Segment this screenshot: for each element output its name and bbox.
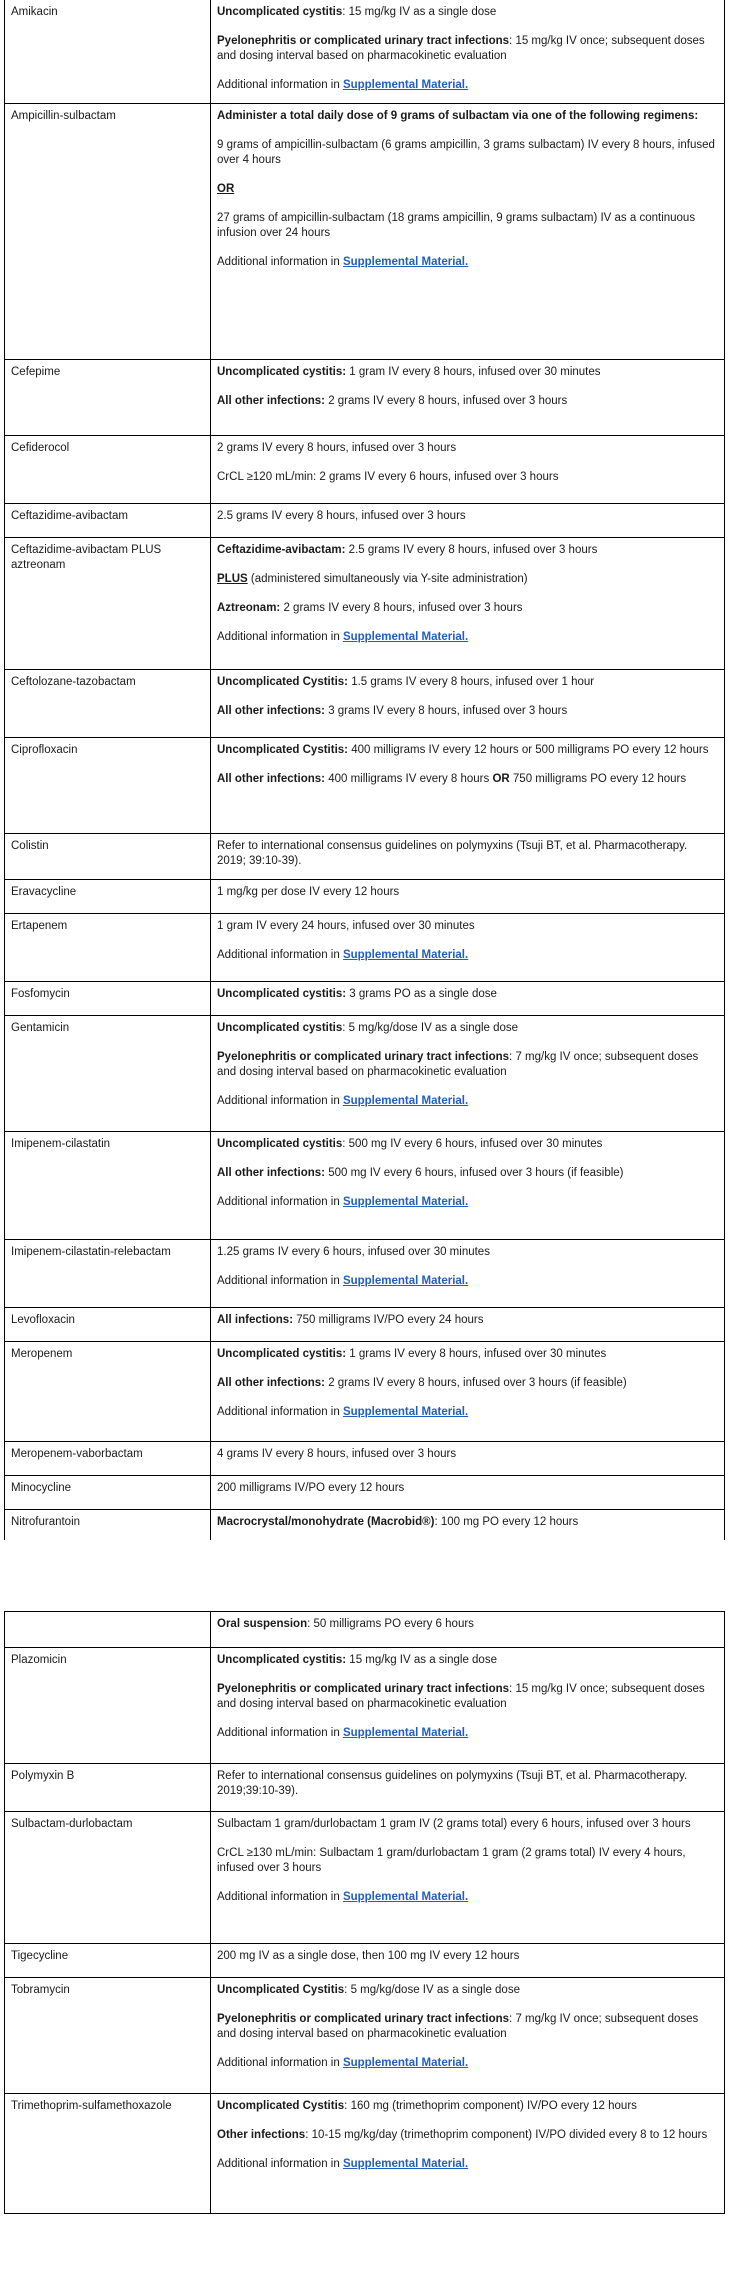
drug-name-cell: Ceftazidime-avibactam xyxy=(5,504,211,538)
dosing-cell xyxy=(211,1648,725,1764)
dosing-label: Pyelonephritis or complicated urinary tract infections xyxy=(217,1683,510,1695)
supplemental-material-link[interactable]: Supplemental Material. xyxy=(342,631,469,643)
supplemental-material-link[interactable]: Supplemental Material. xyxy=(342,949,469,961)
table-row xyxy=(5,1016,725,1132)
dosing-line: 200 mg IV as a single dose, then 100 mg IV every 12 hours xyxy=(217,1950,520,1962)
dosing-line: Uncomplicated cystitis: 1 grams IV every 8 hours, infused over 30 minutes xyxy=(217,1348,607,1360)
dosing-line: Additional information in Supplemental Material. xyxy=(217,1406,469,1418)
dosing-line: All other infections: 400 milligrams IV every 8 hours OR 750 milligrams PO every 12 hours xyxy=(217,773,687,785)
dosing-cell xyxy=(211,738,725,834)
dosing-cell xyxy=(211,1308,725,1342)
drug-name-cell: Polymyxin B xyxy=(5,1764,211,1812)
dosing-label: Administer a total daily dose of 9 grams of sulbactam via one of the following regimens: xyxy=(217,110,699,122)
dosing-cell xyxy=(211,2094,725,2214)
drug-name-cell: Minocycline xyxy=(5,1476,211,1510)
dosing-line: Uncomplicated cystitis: 3 grams PO as a single dose xyxy=(217,988,497,1000)
table-row xyxy=(5,914,725,982)
drug-name-cell: Tigecycline xyxy=(5,1944,211,1978)
drug-name-cell: Eravacycline xyxy=(5,880,211,914)
dosing-cell xyxy=(211,1016,725,1132)
dosing-label: Uncomplicated cystitis: xyxy=(217,988,347,1000)
dosing-cell xyxy=(211,1812,725,1944)
table-row xyxy=(5,1812,725,1944)
drug-name-cell: Sulbactam-durlobactam xyxy=(5,1812,211,1944)
dosing-line: Pyelonephritis or complicated urinary tract infections: 15 mg/kg IV once; subsequent doses and dosing interval based on pharmacokinetic evaluation xyxy=(217,1683,705,1710)
dosing-label: Uncomplicated cystitis xyxy=(217,6,343,18)
dosing-cell xyxy=(211,670,725,738)
dosing-line: Additional information in Supplemental Material. xyxy=(217,631,469,643)
dosing-line: 1.25 grams IV every 6 hours, infused over 30 minutes xyxy=(217,1246,490,1258)
dosing-line: Additional information in Supplemental Material. xyxy=(217,2158,469,2170)
drug-name-cell: Ceftolozane-tazobactam xyxy=(5,670,211,738)
dosing-line: Refer to international consensus guidelines on polymyxins (Tsuji BT, et al. Pharmacotherapy. 2019; 39:10-39). xyxy=(217,840,688,867)
table-row xyxy=(5,880,725,914)
dosing-line: Additional information in Supplemental Material. xyxy=(217,1727,469,1739)
dosing-cell xyxy=(211,1342,725,1442)
dosing-label: Macrocrystal/monohydrate (Macrobid®) xyxy=(217,1516,435,1528)
drug-name-cell xyxy=(5,1612,211,1648)
dosing-line: All other infections: 500 mg IV every 6 hours, infused over 3 hours (if feasible) xyxy=(217,1167,624,1179)
supplemental-material-link[interactable]: Supplemental Material. xyxy=(342,2057,469,2069)
supplemental-material-link[interactable]: Supplemental Material. xyxy=(342,1095,469,1107)
table-row xyxy=(5,104,725,360)
drug-name-cell: Meropenem xyxy=(5,1342,211,1442)
drug-name-cell: Tobramycin xyxy=(5,1978,211,2094)
dosing-line: 4 grams IV every 8 hours, infused over 3 hours xyxy=(217,1448,457,1460)
dosing-label: Uncomplicated cystitis xyxy=(217,1022,343,1034)
drug-name-cell: Meropenem-vaborbactam xyxy=(5,1442,211,1476)
dosing-label: Ceftazidime-avibactam: xyxy=(217,544,346,556)
dosing-line: Additional information in Supplemental Material. xyxy=(217,1095,469,1107)
dosing-label: Oral suspension xyxy=(217,1618,308,1630)
dosing-table-page-2 xyxy=(4,1611,725,2214)
dosing-line: 2 grams IV every 8 hours, infused over 3 hours xyxy=(217,442,457,454)
table-row xyxy=(5,0,725,104)
supplemental-material-link[interactable]: Supplemental Material. xyxy=(342,1727,469,1739)
dosing-cell xyxy=(211,1764,725,1812)
drug-name-cell: Cefiderocol xyxy=(5,436,211,504)
dosing-line: Uncomplicated Cystitis: 1.5 grams IV every 8 hours, infused over 1 hour xyxy=(217,676,595,688)
dosing-line: PLUS (administered simultaneously via Y-site administration) xyxy=(217,573,528,585)
dosing-label: Uncomplicated cystitis xyxy=(217,1138,343,1150)
table-row xyxy=(5,1612,725,1648)
dosing-line: All other infections: 2 grams IV every 8 hours, infused over 3 hours (if feasible) xyxy=(217,1377,627,1389)
dosing-cell xyxy=(211,0,725,104)
dosing-line: Refer to international consensus guidelines on polymyxins (Tsuji BT, et al. Pharmacotherapy. 2019;39:10-39). xyxy=(217,1770,688,1797)
dosing-line: 1 gram IV every 24 hours, infused over 30 minutes xyxy=(217,920,475,932)
dosing-line: Pyelonephritis or complicated urinary tract infections: 7 mg/kg IV once; subsequent doses and dosing interval based on pharmacokinetic evaluation xyxy=(217,1051,699,1078)
dosing-line: Additional information in Supplemental Material. xyxy=(217,949,469,961)
drug-name-cell: Plazomicin xyxy=(5,1648,211,1764)
dosing-line: CrCL ≥130 mL/min: Sulbactam 1 gram/durlobactam 1 gram (2 grams total) IV every 4 hours, infused over 3 hours xyxy=(217,1847,686,1874)
drug-name-cell: Ciprofloxacin xyxy=(5,738,211,834)
dosing-cell xyxy=(211,1132,725,1240)
table-row xyxy=(5,1132,725,1240)
dosing-cell xyxy=(211,504,725,538)
dosing-line: Uncomplicated Cystitis: 400 milligrams IV every 12 hours or 500 milligrams PO every 12 hours xyxy=(217,744,709,756)
dosing-line: 9 grams of ampicillin-sulbactam (6 grams ampicillin, 3 grams sulbactam) IV every 8 hours, infused over 4 hours xyxy=(217,139,715,166)
dosing-label: All other infections: xyxy=(217,705,325,717)
dosing-label: All other infections: xyxy=(217,773,325,785)
drug-name-cell: Imipenem-cilastatin-relebactam xyxy=(5,1240,211,1308)
dosing-line xyxy=(217,109,718,124)
dosing-label: Uncomplicated Cystitis: xyxy=(217,744,348,756)
table-row xyxy=(5,670,725,738)
drug-name-cell: Colistin xyxy=(5,834,211,880)
dosing-label: Uncomplicated Cystitis xyxy=(217,2100,345,2112)
table-row xyxy=(5,1764,725,1812)
dosing-cell xyxy=(211,436,725,504)
dosing-label: Uncomplicated cystitis: xyxy=(217,366,347,378)
drug-name-cell: Imipenem-cilastatin xyxy=(5,1132,211,1240)
dosing-cell xyxy=(211,880,725,914)
dosing-label: All other infections: xyxy=(217,395,325,407)
dosing-table-page-1 xyxy=(4,0,725,1540)
drug-name-cell: Amikacin xyxy=(5,0,211,104)
emphasis-keyword: OR xyxy=(492,773,510,785)
table-row xyxy=(5,538,725,670)
supplemental-material-link[interactable]: Supplemental Material. xyxy=(342,2158,469,2170)
dosing-line: 1 mg/kg per dose IV every 12 hours xyxy=(217,886,400,898)
dosing-label: Uncomplicated cystitis: xyxy=(217,1348,347,1360)
supplemental-material-link[interactable]: Supplemental Material. xyxy=(342,79,469,91)
dosing-cell xyxy=(211,360,725,436)
dosing-line: Uncomplicated cystitis: 15 mg/kg IV as a single dose xyxy=(217,6,497,18)
dosing-line: Sulbactam 1 gram/durlobactam 1 gram IV (2 grams total) every 6 hours, infused over 3 hours xyxy=(217,1818,691,1830)
table-row xyxy=(5,2094,725,2214)
drug-name-cell: Nitrofurantoin xyxy=(5,1510,211,1541)
dosing-cell xyxy=(211,1510,725,1541)
table-row xyxy=(5,1510,725,1541)
drug-name-cell: Ampicillin-sulbactam xyxy=(5,104,211,360)
dosing-label: All other infections: xyxy=(217,1377,325,1389)
dosing-label: Uncomplicated cystitis: xyxy=(217,1654,347,1666)
table-row xyxy=(5,1648,725,1764)
dosing-line: 27 grams of ampicillin-sulbactam (18 grams ampicillin, 9 grams sulbactam) IV as a continuous infusion over 24 hours xyxy=(217,212,696,239)
dosing-line: Additional information in Supplemental Material. xyxy=(217,79,469,91)
emphasis-keyword: PLUS xyxy=(217,573,248,585)
dosing-line: Aztreonam: 2 grams IV every 8 hours, infused over 3 hours xyxy=(217,602,523,614)
dosing-line: Oral suspension: 50 milligrams PO every 6 hours xyxy=(217,1618,474,1630)
dosing-line: Pyelonephritis or complicated urinary tract infections: 7 mg/kg IV once; subsequent doses and dosing interval based on pharmacokinetic evaluation xyxy=(217,2013,699,2040)
drug-name-cell: Ertapenem xyxy=(5,914,211,982)
supplemental-material-link[interactable]: Supplemental Material. xyxy=(342,1275,469,1287)
table-row xyxy=(5,1476,725,1510)
dosing-label: Uncomplicated Cystitis xyxy=(217,1984,345,1996)
dosing-line: Additional information in Supplemental Material. xyxy=(217,1196,469,1208)
dosing-cell xyxy=(211,834,725,880)
dosing-cell xyxy=(211,982,725,1016)
dosing-label: Pyelonephritis or complicated urinary tract infections xyxy=(217,2013,510,2025)
dosing-label: Other infections xyxy=(217,2129,306,2141)
dosing-label: Uncomplicated Cystitis: xyxy=(217,676,348,688)
dosing-line: All infections: 750 milligrams IV/PO every 24 hours xyxy=(217,1314,484,1326)
dosing-label: Aztreonam: xyxy=(217,602,281,614)
dosing-line: 200 milligrams IV/PO every 12 hours xyxy=(217,1482,405,1494)
table-row xyxy=(5,738,725,834)
dosing-line: Additional information in Supplemental Material. xyxy=(217,256,469,268)
dosing-line: Other infections: 10-15 mg/kg/day (trimethoprim component) IV/PO divided every 8 to 12 hours xyxy=(217,2129,708,2141)
dosing-cell xyxy=(211,1476,725,1510)
dosing-cell xyxy=(211,1944,725,1978)
dosing-cell xyxy=(211,1978,725,2094)
dosing-line: CrCL ≥120 mL/min: 2 grams IV every 6 hours, infused over 3 hours xyxy=(217,471,559,483)
dosing-label: All other infections: xyxy=(217,1167,325,1179)
table-row xyxy=(5,1944,725,1978)
dosing-line: Uncomplicated cystitis: 5 mg/kg/dose IV as a single dose xyxy=(217,1022,519,1034)
supplemental-material-link[interactable]: Supplemental Material. xyxy=(342,256,469,268)
dosing-line: Uncomplicated Cystitis: 160 mg (trimethoprim component) IV/PO every 12 hours xyxy=(217,2100,637,2112)
dosing-line: Additional information in Supplemental Material. xyxy=(217,2057,469,2069)
table-row xyxy=(5,982,725,1016)
dosing-line: Uncomplicated cystitis: 1 gram IV every 8 hours, infused over 30 minutes xyxy=(217,366,601,378)
dosing-label: Pyelonephritis or complicated urinary tract infections xyxy=(217,35,510,47)
table-row xyxy=(5,360,725,436)
table-row xyxy=(5,1342,725,1442)
supplemental-material-link[interactable]: Supplemental Material. xyxy=(342,1891,469,1903)
table-row xyxy=(5,1240,725,1308)
dosing-line xyxy=(217,182,718,197)
drug-name-cell: Fosfomycin xyxy=(5,982,211,1016)
table-row xyxy=(5,504,725,538)
dosing-label: All infections: xyxy=(217,1314,294,1326)
dosing-line: Macrocrystal/monohydrate (Macrobid®): 100 mg PO every 12 hours xyxy=(217,1516,579,1528)
dosing-cell xyxy=(211,538,725,670)
dosing-line: All other infections: 3 grams IV every 8 hours, infused over 3 hours xyxy=(217,705,568,717)
dosing-label: Pyelonephritis or complicated urinary tract infections xyxy=(217,1051,510,1063)
drug-name-cell: Levofloxacin xyxy=(5,1308,211,1342)
dosing-cell xyxy=(211,1612,725,1648)
dosing-line: Ceftazidime-avibactam: 2.5 grams IV every 8 hours, infused over 3 hours xyxy=(217,544,598,556)
table-row xyxy=(5,1978,725,2094)
drug-name-cell: Trimethoprim-sulfamethoxazole xyxy=(5,2094,211,2214)
supplemental-material-link[interactable]: Supplemental Material. xyxy=(342,1406,469,1418)
dosing-line: Uncomplicated Cystitis: 5 mg/kg/dose IV as a single dose xyxy=(217,1984,520,1996)
dosing-line: Additional information in Supplemental Material. xyxy=(217,1275,469,1287)
drug-name-cell: Gentamicin xyxy=(5,1016,211,1132)
table-row xyxy=(5,436,725,504)
dosing-line: All other infections: 2 grams IV every 8 hours, infused over 3 hours xyxy=(217,395,568,407)
table-row xyxy=(5,1308,725,1342)
drug-name-cell: Ceftazidime-avibactam PLUS aztreonam xyxy=(5,538,211,670)
supplemental-material-link[interactable]: Supplemental Material. xyxy=(342,1196,469,1208)
table-row xyxy=(5,834,725,880)
dosing-line: Uncomplicated cystitis: 500 mg IV every 6 hours, infused over 30 minutes xyxy=(217,1138,603,1150)
dosing-line: 2.5 grams IV every 8 hours, infused over 3 hours xyxy=(217,510,466,522)
dosing-cell xyxy=(211,1240,725,1308)
dosing-line: Uncomplicated cystitis: 15 mg/kg IV as a single dose xyxy=(217,1654,497,1666)
dosing-cell xyxy=(211,914,725,982)
dosing-cell xyxy=(211,104,725,360)
table-row xyxy=(5,1442,725,1476)
emphasis-keyword: OR xyxy=(217,183,235,195)
dosing-line: Additional information in Supplemental Material. xyxy=(217,1891,469,1903)
dosing-line: Pyelonephritis or complicated urinary tract infections: 15 mg/kg IV once; subsequent doses and dosing interval based on pharmacokinetic evaluation xyxy=(217,35,705,62)
dosing-cell xyxy=(211,1442,725,1476)
drug-name-cell: Cefepime xyxy=(5,360,211,436)
